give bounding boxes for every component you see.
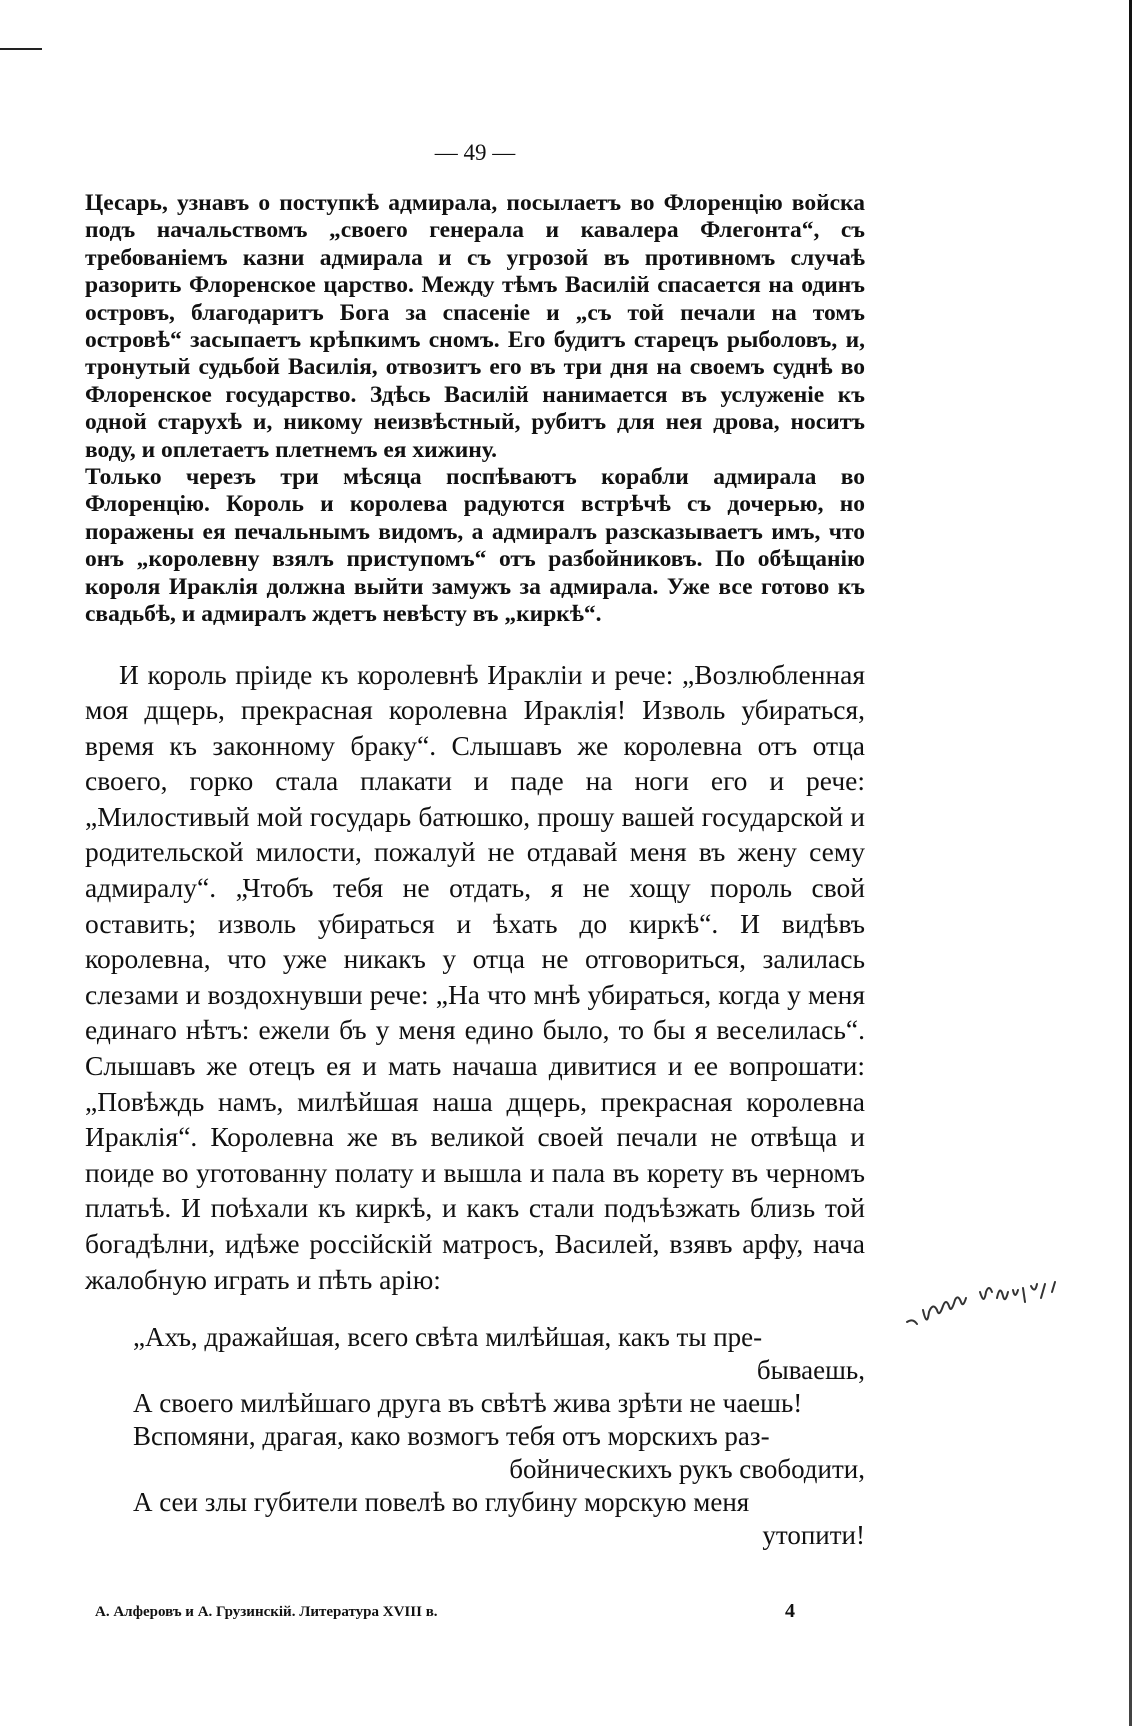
verse-line-wrap: бойническихъ рукъ свободити, xyxy=(509,1454,865,1485)
signature-number: 4 xyxy=(785,1600,795,1622)
page-edge-shadow xyxy=(1129,0,1132,1726)
verse-line-wrap: утопити! xyxy=(762,1520,865,1551)
page-number: — 49 — xyxy=(434,140,516,165)
summary-paragraph: Только черезъ три мѣсяца поспѣваютъ корабли адмирала во Флоренцію. Король и королева радуются встрѣчѣ съ дочерью, но поражены ея печальнымъ видомъ, а адмиралъ разсказываетъ имъ, что онъ „королевну взялъ приступомъ“ отъ разбойниковъ. По обѣщанію короля Ираклія должна выйти замужъ за адмирала. Уже все готово къ свадьбѣ, и адмиралъ ждетъ невѣсту въ „киркѣ“. xyxy=(85,464,865,628)
verse-line-text: „Ахъ, дражайшая, всего свѣта милѣйшая, какъ ты пре- xyxy=(133,1322,763,1353)
page-body xyxy=(85,140,865,1552)
handwritten-margin-note xyxy=(905,1270,1105,1330)
footer-citation: А. Алферовъ и А. Грузинскій. Литература XVIII в. xyxy=(95,1604,438,1620)
verse-line-text: А сеи злы губители повелѣ во глубину морскую меня xyxy=(133,1487,750,1518)
verse-block xyxy=(133,1321,865,1552)
quoted-old-text: И король пріиде къ королевнѣ Ираклiи и рече: „Возлюбленная моя дщерь, прекрасная королевна Ираклія! Изволь убираться, время къ законному браку“. Слышавъ же королевна отъ отца своего, горко стала плакати и паде на ноги его и рече: „Милостивый мой государь батюшко, прошу вашей государской и родительской милости, пожалуй не отдавай меня въ жену сему адмиралу“. „Чтобъ тебя не отдать, я не хощу пороль свой оставить; изволь убираться и ѣхать до киркѣ“. И видѣвъ королевна, что уже никакъ у отца не отговориться, залилась слезами и воздохнувши рече: „На что мнѣ убираться, когда у меня единаго нѣтъ: ежели бъ у меня едино было, то бы я веселилась“. Слышавъ же отецъ ея и мать начаша дивитися и ее вопрошати: „Повѣждь намъ, милѣйшая наша дщерь, прекрасная королевна Ираклія“. Королевна же въ великой своей печали не отвѣща и поиде во уготованну полату и вышла и пала въ корету въ черномъ платьѣ. И поѣхали къ киркѣ, и какъ стали подъѣзжать близь той богадѣлни, идѣже россійскій матросъ, Василей, взявъ арфу, нача жалобную играть и пѣть арію: xyxy=(85,658,865,1295)
verse-line xyxy=(133,1321,865,1387)
verse-line-text: А своего милѣйшаго друга въ свѣтѣ жива зрѣти не чаешь! xyxy=(133,1388,803,1419)
verse-line xyxy=(133,1387,865,1420)
verse-line-text: Вспомяни, драгая, како возмогъ тебя отъ морскихъ раз- xyxy=(133,1421,770,1452)
scan-edge-mark xyxy=(0,48,42,50)
footer xyxy=(95,1600,815,1622)
verse-line-wrap: бываешь, xyxy=(756,1355,865,1386)
verse-line xyxy=(133,1420,865,1486)
summary-paragraph: Цесарь, узнавъ о поступкѣ адмирала, посылаетъ во Флоренцію войска подъ начальствомъ „своего генерала и кавалера Флегонта“, съ требованіемъ казни адмирала и съ угрозой въ противномъ случаѣ разорить Флоренское царство. Между тѣмъ Василій спасается на одинъ островъ, благодаритъ Бога за спасеніе и „съ той печали на томъ островѣ“ засыпаетъ крѣпкимъ сномъ. Его будитъ старецъ рыболовъ, и, тронутый судьбой Василія, отвозитъ его въ три дня на своемъ суднѣ во Флоренское государство. Здѣсь Василій нанимается въ услуженіе къ одной старухѣ и, никому неизвѣстный, рубитъ для нея дрова, носитъ воду, и оплетаетъ плетнемъ ея хижину. xyxy=(85,190,865,463)
verse-line xyxy=(133,1486,865,1552)
